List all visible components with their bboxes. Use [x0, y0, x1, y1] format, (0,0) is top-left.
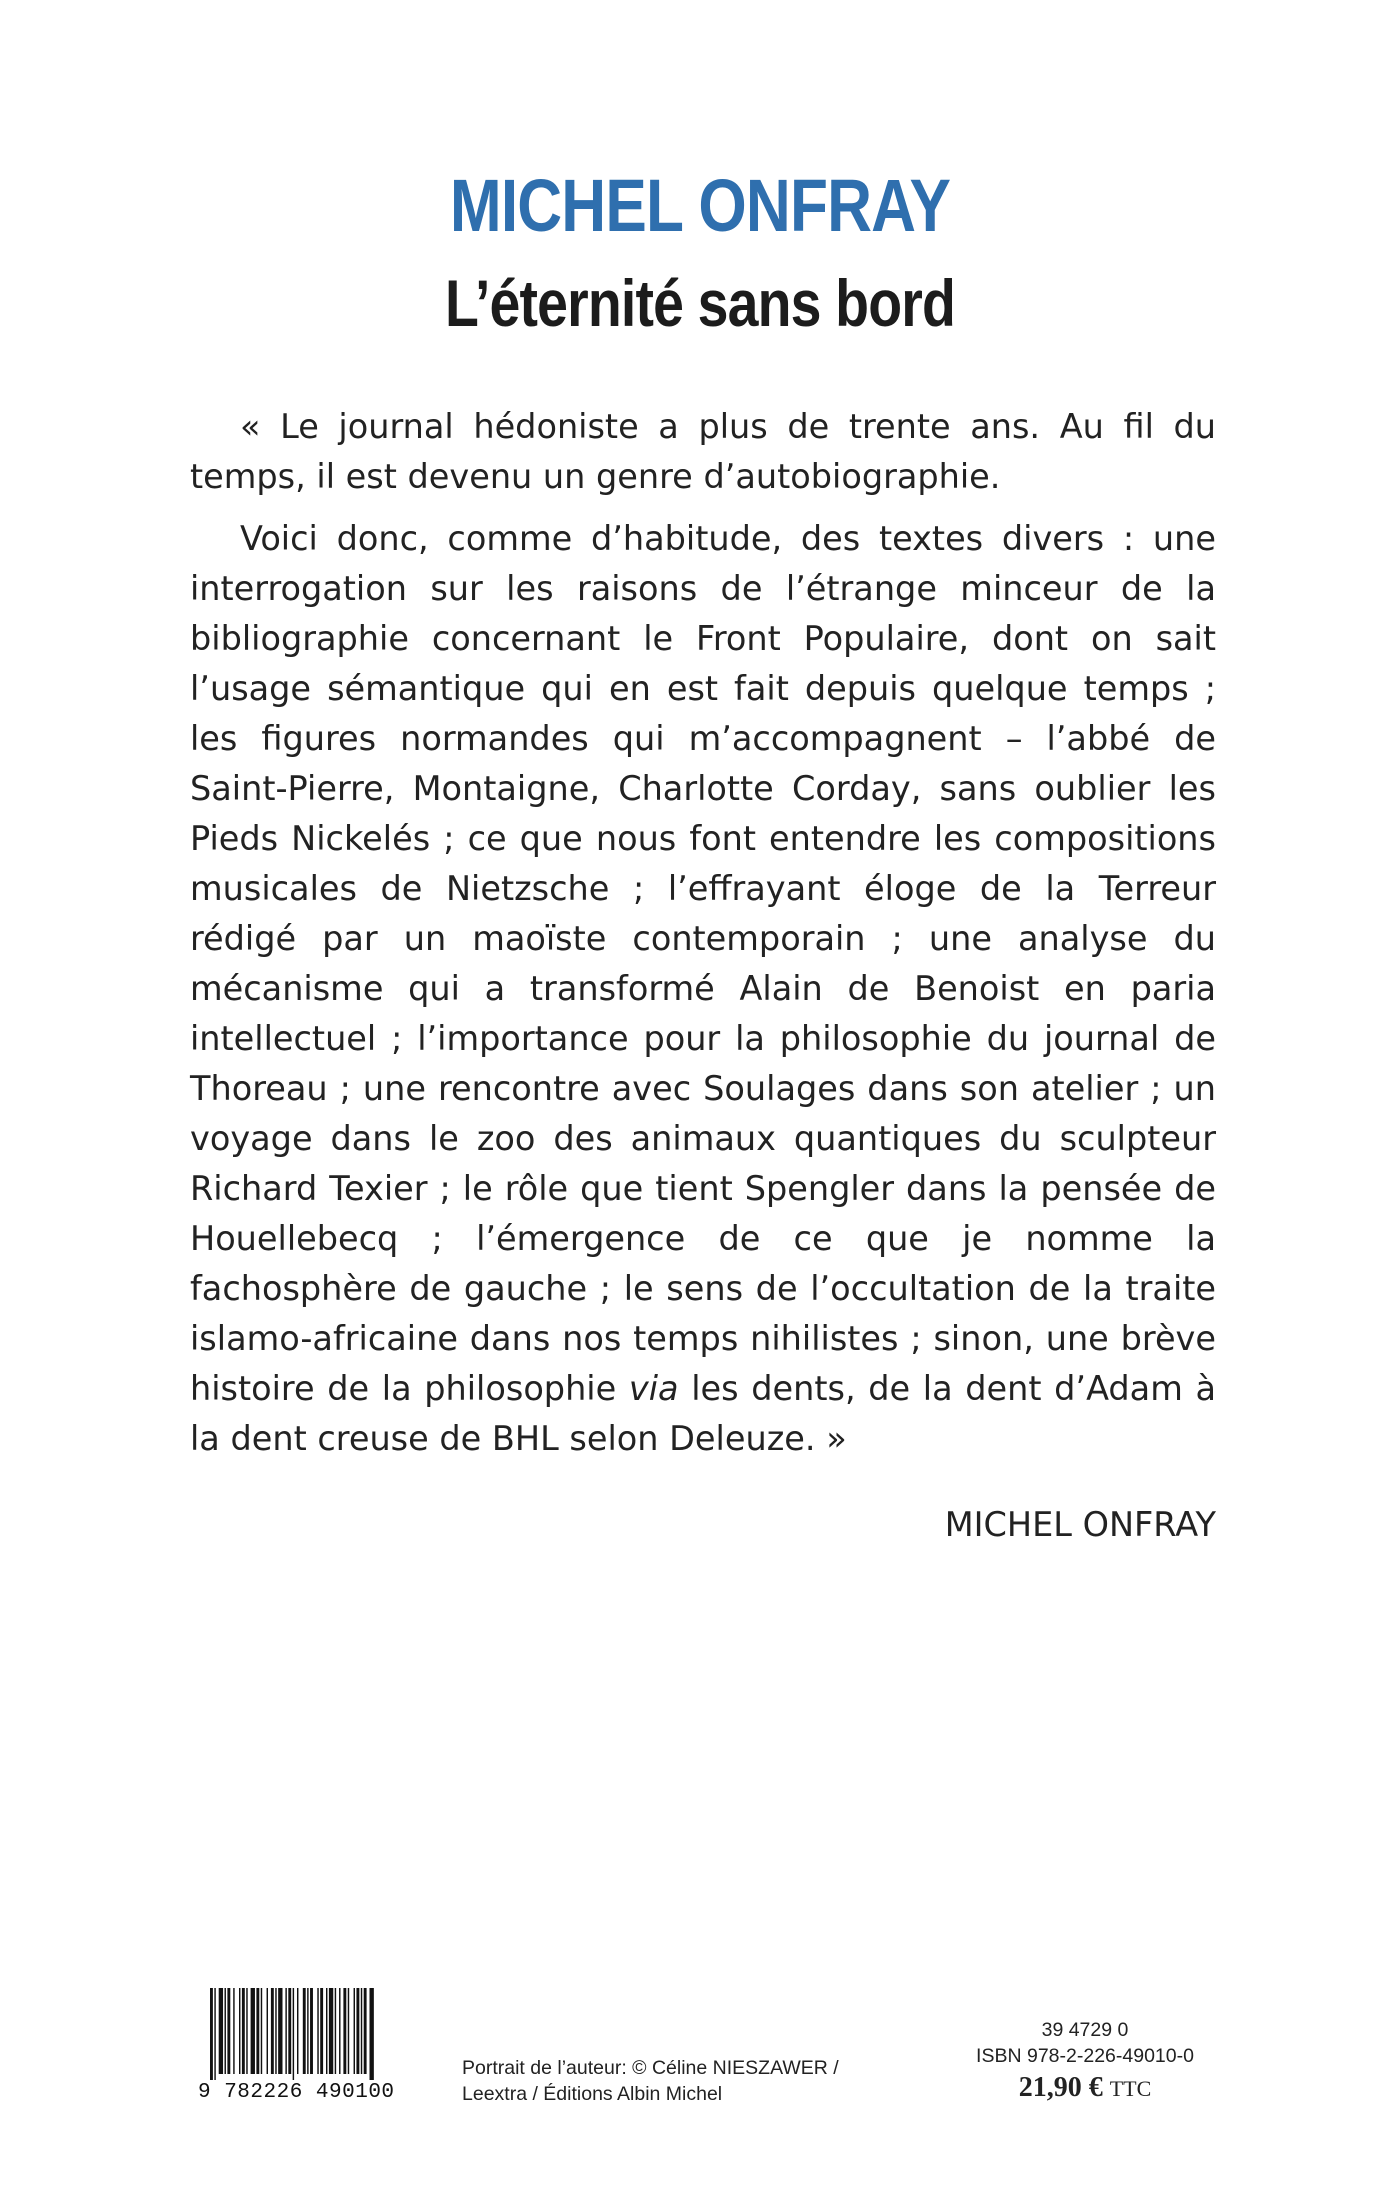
- price-tax: TTC: [1109, 2076, 1152, 2101]
- blurb-paragraph-2: [190, 514, 1216, 1464]
- back-cover-blurb: [190, 402, 1216, 1464]
- blurb-paragraph-2-text-a: Voici donc, comme d’habitude, des textes divers : une interrogation sur les raisons de l’étrange minceur de la bibliographie concernant le Front Populaire, dont on sait l’usage sémantique qui en est fait depuis quelque temps ; les figures normandes qui m’accompagnent – l’abbé de Saint-Pierre, Montaigne, Charlotte Corday, sans oublier les Pieds Nickelés ; ce que nous font entendre les compositions musicales de Nietzsche ; l’effrayant éloge de la Terreur rédigé par un maoïste contemporain ; une analyse du mécanisme qui a transformé Alain de Benoist en paria intellectuel ; l’importance pour la philosophie du journal de Thoreau ; une rencontre avec Soulages dans son atelier ; un voyage dans le zoo des animaux quantiques du sculpteur Richard Texier ; le rôle que tient Spengler dans la pensée de Houellebecq ; l’émergence de ce que je nomme la fachosphère de gauche ; le sens de l’occultation de la traite islamo-africaine dans nos temps nihilistes ; sinon, une brève histoire de la philosophie: [190, 519, 1216, 1408]
- blurb-italic-via: via: [628, 1369, 679, 1408]
- price: [960, 2071, 1210, 2106]
- price-box: [960, 2017, 1210, 2106]
- blurb-paragraph-1: « Le journal hédoniste a plus de trente ans. Au fil du temps, il est devenu un genre d’autobiographie.: [190, 407, 1216, 496]
- barcode-digits: 9 782226 490100: [198, 2081, 395, 2104]
- blurb-paragraph-2-text-b: les dents, de la dent d’Adam à la dent creuse de BHL selon Deleuze. »: [190, 1369, 1217, 1458]
- price-amount: 21,90 €: [1018, 2072, 1103, 2103]
- blurb-signature: MICHEL ONFRAY: [944, 1505, 1216, 1544]
- isbn: ISBN 978-2-226-49010-0: [976, 2045, 1194, 2067]
- photo-credits: [462, 2055, 839, 2107]
- barcode-icon: [208, 1988, 432, 2080]
- credits-line-1: Portrait de l’auteur: © Céline NIESZAWER /: [462, 2057, 839, 2079]
- book-title: L’éternité sans bord: [444, 266, 956, 340]
- credits-line-2: Leextra / Éditions Albin Michel: [462, 2083, 723, 2105]
- reference-number: 39 4729 0: [1041, 2019, 1129, 2041]
- author-name: MICHEL ONFRAY: [449, 164, 951, 247]
